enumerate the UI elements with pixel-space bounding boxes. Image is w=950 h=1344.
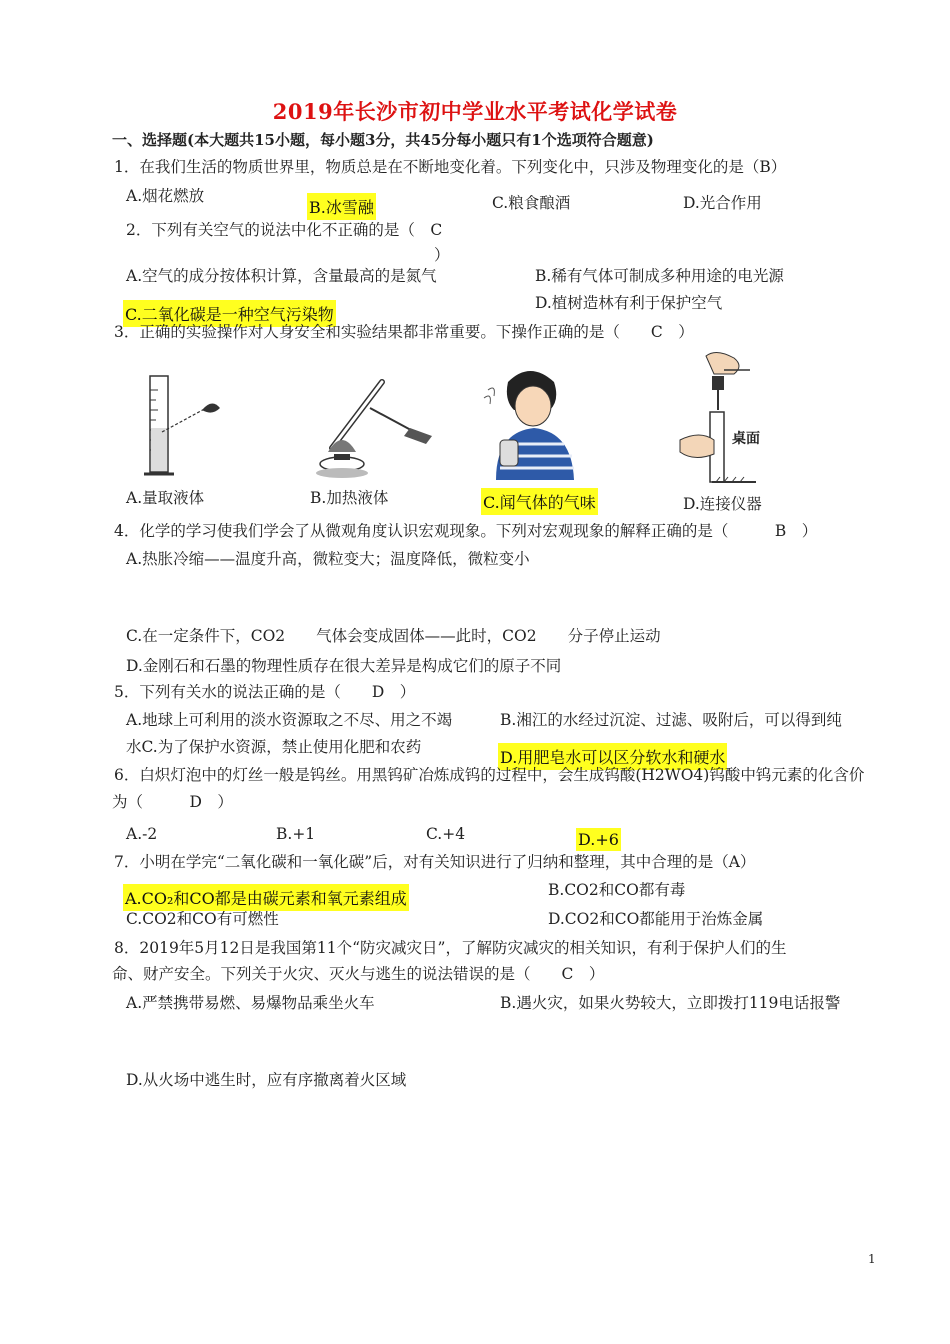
q2-stem-end: ） bbox=[434, 246, 450, 264]
q7-option-b: B.CO2和CO都有毒 bbox=[548, 881, 686, 899]
q2-stem: 2．下列有关空气的说法中化不正确的是（ C bbox=[126, 221, 443, 239]
q1-option-a: A.烟花燃放 bbox=[126, 187, 205, 205]
q4-stem: 4．化学的学习使我们学会了从微观角度认识宏观现象。下列对宏观现象的解释正确的是（ B ） bbox=[114, 522, 818, 540]
q8-option-a: A.严禁携带易燃、易爆物品乘坐火车 bbox=[126, 994, 375, 1012]
table-label: 桌面 bbox=[732, 431, 760, 447]
q2-option-b: B.稀有气体可制成多种用途的电光源 bbox=[535, 267, 784, 285]
heating-liquid-illustration bbox=[310, 368, 440, 480]
q5-stem: 5．下列有关水的说法正确的是（ D ） bbox=[114, 683, 416, 701]
q1-option-c: C.粮食酿酒 bbox=[492, 194, 571, 212]
q2-option-a: A.空气的成分按体积计算，含量最高的是氮气 bbox=[126, 267, 437, 285]
q1-stem: 1．在我们生活的物质世界里，物质总是在不断地变化着。下列变化中，只涉及物理变化的是（B） bbox=[114, 158, 787, 176]
q3-option-a: A.量取液体 bbox=[126, 489, 205, 507]
page-number: 1 bbox=[868, 1252, 876, 1266]
smelling-gas-illustration bbox=[478, 360, 588, 482]
q4-option-c: C.在一定条件下，CO2 气体会变成固体——此时，CO2 分子停止运动 bbox=[126, 627, 661, 645]
connecting-apparatus-illustration bbox=[676, 350, 786, 484]
exam-title: 2019年长沙市初中学业水平考试化学试卷 bbox=[272, 99, 678, 124]
q6-option-b: B.+1 bbox=[276, 825, 316, 843]
q5-option-b: B.湘江的水经过沉淀、过滤、吸附后，可以得到纯 bbox=[500, 711, 842, 729]
q4-option-d: D.金刚石和石墨的物理性质存在很大差异是构成它们的原子不同 bbox=[126, 657, 562, 675]
q8-stem-line1: 8．2019年5月12日是我国第11个“防灾减灾日”，了解防灾减灾的相关知识，有利于保护人们的生 bbox=[114, 939, 787, 957]
q6-stem-line2: 为（ D ） bbox=[112, 793, 233, 811]
q1-option-d: D.光合作用 bbox=[683, 194, 762, 212]
q6-option-c: C.+4 bbox=[426, 825, 466, 843]
q6-stem-line1: 6．白炽灯泡中的灯丝一般是钨丝。用黑钨矿冶炼成钨的过程中，会生成钨酸(H2WO4)钨酸中钨元素的化含价 bbox=[114, 766, 865, 784]
q8-option-b: B.遇火灾，如果火势较大，立即拨打119电话报警 bbox=[500, 994, 841, 1012]
q2-option-c-highlighted: C.二氧化碳是一种空气污染物 bbox=[123, 300, 336, 327]
q8-stem-line2: 命、财产安全。下列关于火灾、灭火与逃生的说法错误的是（ C ） bbox=[112, 965, 605, 983]
q2-option-d: D.植树造林有利于保护空气 bbox=[535, 294, 723, 312]
q7-stem: 7．小明在学完“二氧化碳和一氧化碳”后，对有关知识进行了归纳和整理，其中合理的是（A） bbox=[114, 853, 756, 871]
q7-option-c: C.CO2和CO有可燃性 bbox=[126, 910, 279, 928]
q7-option-a-highlighted: A.CO₂和CO都是由碳元素和氧元素组成 bbox=[123, 884, 409, 911]
q8-option-d: D.从火场中逃生时，应有序撤离着火区域 bbox=[126, 1071, 407, 1089]
q3-option-d: D.连接仪器 bbox=[683, 495, 762, 513]
q5-option-a: A.地球上可利用的淡水资源取之不尽、用之不竭 bbox=[126, 711, 453, 729]
section-heading: 一、选择题(本大题共15小题，每小题3分，共45分每小题只有1个选项符合题意) bbox=[112, 131, 654, 149]
q3-stem: 3．正确的实验操作对人身安全和实验结果都非常重要。下操作正确的是（ C ） bbox=[114, 323, 694, 341]
q3-option-b: B.加热液体 bbox=[310, 489, 389, 507]
q5-option-b-cont-and-c: 水C.为了保护水资源，禁止使用化肥和农药 bbox=[126, 738, 422, 756]
q4-option-a: A.热胀冷缩——温度升高，微粒变大；温度降低，微粒变小 bbox=[126, 550, 530, 568]
q5-option-d-highlighted: D.用肥皂水可以区分软水和硬水 bbox=[498, 743, 727, 770]
q6-option-a: A.-2 bbox=[126, 825, 158, 843]
measuring-cylinder-illustration bbox=[140, 370, 240, 480]
q1-option-b-highlighted: B.冰雪融 bbox=[307, 193, 376, 220]
q3-option-c-highlighted: C.闻气体的气味 bbox=[481, 488, 598, 515]
q7-option-d: D.CO2和CO都能用于治炼金属 bbox=[548, 910, 764, 928]
q6-option-d-highlighted: D.+6 bbox=[578, 830, 619, 849]
